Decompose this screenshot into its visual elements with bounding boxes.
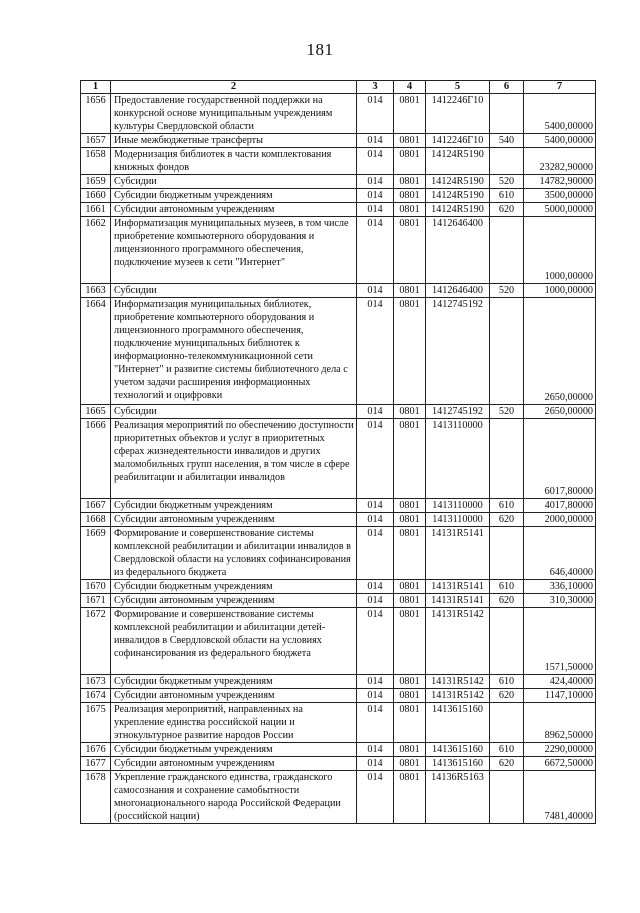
row-name: Субсидии [111,284,357,298]
section-code: 0801 [394,703,426,743]
row-number: 1661 [81,203,111,217]
amount: 5400,00000 [524,94,596,134]
target-code: 1412246Г10 [426,134,490,148]
row-name: Реализация мероприятий, направленных на укрепление единства российской нации и этнокультурное развитие народов России [111,703,357,743]
column-header: 4 [394,81,426,94]
row-name: Субсидии [111,405,357,419]
expense-type-code [490,419,524,499]
expense-type-code [490,703,524,743]
ministry-code: 014 [357,608,394,675]
ministry-code: 014 [357,405,394,419]
row-name: Информатизация муниципальных музеев, в том числе приобретение компьютерного оборудования и лицензионного программного обеспечения, подключение музеев к сети "Интернет" [111,217,357,284]
section-code: 0801 [394,217,426,284]
expense-type-code: 620 [490,689,524,703]
expense-type-code: 610 [490,189,524,203]
row-number: 1666 [81,419,111,499]
target-code: 14124R5190 [426,175,490,189]
target-code: 14136R5163 [426,771,490,824]
row-number: 1656 [81,94,111,134]
amount: 2290,00000 [524,743,596,757]
ministry-code: 014 [357,757,394,771]
row-name: Субсидии автономным учреждениям [111,757,357,771]
table-row [81,203,596,217]
row-number: 1658 [81,148,111,175]
ministry-code: 014 [357,189,394,203]
row-number: 1657 [81,134,111,148]
row-name: Информатизация муниципальных библиотек, приобретение компьютерного оборудования и лицензионного программного обеспечения, подключение муниципальных библиотек к информационно-телекоммуникационной сети "Интернет" и развитие системы библиотечного дела с учетом задачи расширения информационных технологий и оцифровки [111,298,357,405]
section-code: 0801 [394,743,426,757]
ministry-code: 014 [357,499,394,513]
row-name: Субсидии [111,175,357,189]
row-number: 1668 [81,513,111,527]
target-code: 1412745192 [426,298,490,405]
section-code: 0801 [394,148,426,175]
expense-type-code [490,527,524,580]
column-header: 5 [426,81,490,94]
amount: 2650,00000 [524,405,596,419]
target-code: 1413615160 [426,757,490,771]
row-number: 1663 [81,284,111,298]
section-code: 0801 [394,419,426,499]
row-name: Иные межбюджетные трансферты [111,134,357,148]
section-code: 0801 [394,594,426,608]
ministry-code: 014 [357,217,394,284]
section-code: 0801 [394,675,426,689]
section-code: 0801 [394,757,426,771]
ministry-code: 014 [357,703,394,743]
row-number: 1677 [81,757,111,771]
row-number: 1660 [81,189,111,203]
expense-type-code: 620 [490,757,524,771]
ministry-code: 014 [357,203,394,217]
ministry-code: 014 [357,94,394,134]
ministry-code: 014 [357,148,394,175]
target-code: 14124R5190 [426,148,490,175]
section-code: 0801 [394,527,426,580]
amount: 3500,00000 [524,189,596,203]
expense-type-code [490,217,524,284]
section-code: 0801 [394,608,426,675]
row-number: 1669 [81,527,111,580]
amount: 6017,80000 [524,419,596,499]
row-number: 1673 [81,675,111,689]
ministry-code: 014 [357,134,394,148]
ministry-code: 014 [357,675,394,689]
table-row [81,703,596,743]
amount: 1147,10000 [524,689,596,703]
row-number: 1659 [81,175,111,189]
row-name: Формирование и совершенствование системы комплексной реабилитации и абилитации инвалидов в Свердловской области на условиях софинансирования из федерального бюджета [111,527,357,580]
table-row [81,189,596,203]
header-row [81,81,596,94]
target-code: 14131R5141 [426,580,490,594]
amount: 7481,40000 [524,771,596,824]
table-row [81,675,596,689]
expense-type-code: 520 [490,175,524,189]
section-code: 0801 [394,203,426,217]
column-header: 6 [490,81,524,94]
ministry-code: 014 [357,284,394,298]
section-code: 0801 [394,580,426,594]
amount: 336,10000 [524,580,596,594]
table-row [81,175,596,189]
row-number: 1675 [81,703,111,743]
target-code: 1412745192 [426,405,490,419]
ministry-code: 014 [357,419,394,499]
ministry-code: 014 [357,594,394,608]
table-row [81,298,596,405]
row-name: Субсидии автономным учреждениям [111,594,357,608]
table-row [81,743,596,757]
expense-type-code: 610 [490,743,524,757]
column-header: 3 [357,81,394,94]
expense-type-code [490,148,524,175]
row-number: 1664 [81,298,111,405]
row-number: 1674 [81,689,111,703]
table-row [81,580,596,594]
amount: 6672,50000 [524,757,596,771]
section-code: 0801 [394,284,426,298]
amount: 2000,00000 [524,513,596,527]
amount: 1571,50000 [524,608,596,675]
section-code: 0801 [394,298,426,405]
target-code: 14124R5190 [426,189,490,203]
row-name: Формирование и совершенствование системы комплексной реабилитации и абилитации детей-инвалидов в Свердловской области на условиях софинансирования из федерального бюджета [111,608,357,675]
row-name: Модернизация библиотек в части комплектования книжных фондов [111,148,357,175]
expense-type-code: 540 [490,134,524,148]
row-name: Субсидии бюджетным учреждениям [111,580,357,594]
amount: 1000,00000 [524,217,596,284]
section-code: 0801 [394,189,426,203]
column-header: 7 [524,81,596,94]
target-code: 1413615160 [426,703,490,743]
row-number: 1667 [81,499,111,513]
target-code: 1413615160 [426,743,490,757]
row-number: 1672 [81,608,111,675]
ministry-code: 014 [357,743,394,757]
target-code: 1413110000 [426,419,490,499]
row-number: 1678 [81,771,111,824]
ministry-code: 014 [357,298,394,405]
amount: 14782,90000 [524,175,596,189]
ministry-code: 014 [357,175,394,189]
table-row [81,757,596,771]
target-code: 1413110000 [426,499,490,513]
ministry-code: 014 [357,513,394,527]
expense-type-code: 620 [490,594,524,608]
target-code: 14124R5190 [426,203,490,217]
row-name: Субсидии бюджетным учреждениям [111,675,357,689]
expense-type-code [490,298,524,405]
table-row [81,419,596,499]
table-row [81,405,596,419]
amount: 310,30000 [524,594,596,608]
amount: 646,40000 [524,527,596,580]
column-header: 1 [81,81,111,94]
row-number: 1670 [81,580,111,594]
section-code: 0801 [394,134,426,148]
table-row [81,134,596,148]
budget-table [80,80,596,824]
amount: 1000,00000 [524,284,596,298]
expense-type-code: 620 [490,203,524,217]
amount: 2650,00000 [524,298,596,405]
row-number: 1676 [81,743,111,757]
row-number: 1665 [81,405,111,419]
table-row [81,513,596,527]
target-code: 1413110000 [426,513,490,527]
ministry-code: 014 [357,527,394,580]
section-code: 0801 [394,689,426,703]
expense-type-code: 620 [490,513,524,527]
amount: 5000,00000 [524,203,596,217]
table-row [81,594,596,608]
table-row [81,499,596,513]
row-name: Субсидии бюджетным учреждениям [111,743,357,757]
target-code: 1412246Г10 [426,94,490,134]
expense-type-code: 610 [490,675,524,689]
section-code: 0801 [394,175,426,189]
section-code: 0801 [394,513,426,527]
table-row [81,217,596,284]
expense-type-code: 610 [490,580,524,594]
row-name: Субсидии автономным учреждениям [111,513,357,527]
target-code: 14131R5141 [426,527,490,580]
section-code: 0801 [394,405,426,419]
amount: 424,40000 [524,675,596,689]
table-row [81,608,596,675]
expense-type-code [490,771,524,824]
page-number: 181 [306,40,334,59]
column-header: 2 [111,81,357,94]
target-code: 14131R5142 [426,675,490,689]
section-code: 0801 [394,771,426,824]
row-number: 1662 [81,217,111,284]
table-row [81,771,596,824]
table-row [81,527,596,580]
expense-type-code [490,608,524,675]
table-row [81,94,596,134]
row-name: Субсидии автономным учреждениям [111,689,357,703]
amount: 23282,90000 [524,148,596,175]
ministry-code: 014 [357,580,394,594]
amount: 4017,80000 [524,499,596,513]
row-name: Укрепление гражданского единства, гражданского самосознания и сохранение самобытности многонационального народа Российской Федерации (российской нации) [111,771,357,824]
amount: 5400,00000 [524,134,596,148]
row-name: Реализация мероприятий по обеспечению доступности приоритетных объектов и услуг в приоритетных сферах жизнедеятельности инвалидов и других маломобильных групп населения, в том числе в сфере реабилитации и абилитации инвалидов [111,419,357,499]
expense-type-code: 520 [490,284,524,298]
target-code: 14131R5142 [426,608,490,675]
target-code: 14131R5141 [426,594,490,608]
ministry-code: 014 [357,771,394,824]
ministry-code: 014 [357,689,394,703]
target-code: 14131R5142 [426,689,490,703]
row-name: Субсидии бюджетным учреждениям [111,499,357,513]
row-number: 1671 [81,594,111,608]
expense-type-code: 520 [490,405,524,419]
amount: 8962,50000 [524,703,596,743]
expense-type-code: 610 [490,499,524,513]
row-name: Субсидии бюджетным учреждениям [111,189,357,203]
section-code: 0801 [394,499,426,513]
row-name: Субсидии автономным учреждениям [111,203,357,217]
table-row [81,284,596,298]
target-code: 1412646400 [426,284,490,298]
target-code: 1412646400 [426,217,490,284]
table-row [81,689,596,703]
expense-type-code [490,94,524,134]
section-code: 0801 [394,94,426,134]
table-row [81,148,596,175]
row-name: Предоставление государственной поддержки на конкурсной основе муниципальным учреждениям культуры Свердловской области [111,94,357,134]
